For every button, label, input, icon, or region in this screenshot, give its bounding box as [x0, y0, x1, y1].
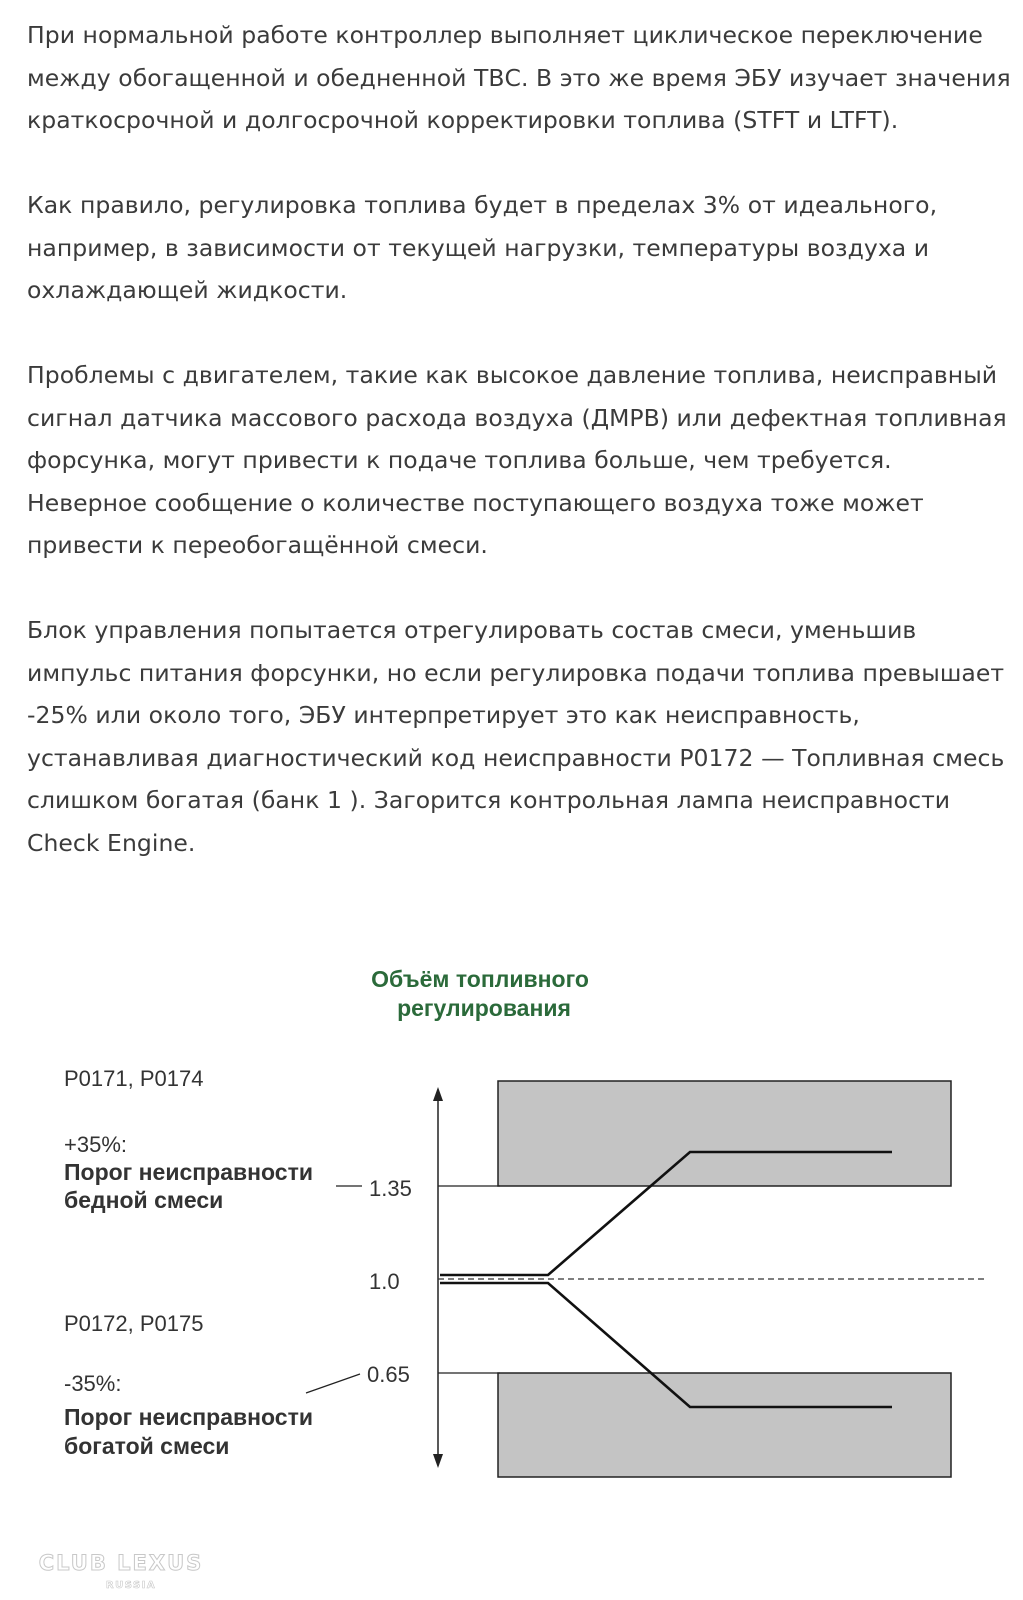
diagram-title-line2: регулирования [397, 995, 571, 1021]
lean-fault-zone [498, 1081, 951, 1186]
diagram-title-line1: Объём топливного [371, 966, 589, 992]
fuel-trim-diagram-svg [0, 950, 1023, 1600]
lean-percent: +35%: [64, 1132, 127, 1157]
article-body [27, 14, 1012, 907]
club-lexus-watermark [26, 1548, 216, 1592]
y-axis-arrow-down-icon [433, 1454, 443, 1468]
rich-label-line1: Порог неисправности [64, 1404, 313, 1430]
paragraph-cycling: При нормальной работе контроллер выполняет циклическое переключение между обогащенной и обедненной ТВС. В это же время ЭБУ изучает значения краткосрочной и долгосрочной корректировки топлива (STFT и LTFT). [27, 21, 1011, 134]
paragraph-fuel-trim-range: Как правило, регулировка топлива будет в пределах 3% от идеального, например, в зависимости от текущей нагрузки, температуры воздуха и охлаждающей жидкости. [27, 191, 938, 304]
nominal-value: 1.0 [369, 1269, 400, 1294]
rich-threshold-value: 0.65 [367, 1362, 410, 1387]
rich-dtc-codes: P0172, P0175 [64, 1311, 204, 1336]
lean-threshold-value: 1.35 [369, 1176, 412, 1201]
rich-percent: -35%: [64, 1371, 122, 1396]
y-axis-arrow-up-icon [433, 1087, 443, 1101]
watermark-line1: CLUB LEXUS [38, 1551, 204, 1575]
paragraph-p0172: Блок управления попытается отрегулировать состав смеси, уменьшив импульс питания форсунки, но если регулировка подачи топлива превышает -25% или около того, ЭБУ интерпретирует это как неисправность, устанавливая диагностический код неисправности P0172 — Топливная смесь слишком богатая (банк 1 ). Загорится контрольная лампа неисправности Check Engine. [27, 616, 1005, 857]
rich-fault-zone [498, 1373, 951, 1477]
lean-label-line2: бедной смеси [64, 1187, 224, 1213]
paragraph-engine-problems: Проблемы с двигателем, такие как высокое давление топлива, неисправный сигнал датчика массового расхода воздуха (ДМРВ) или дефектная топливная форсунка, могут привести к подаче топлива больше, чем требуется. Неверное сообщение о количестве поступающего воздуха тоже может привести к переобогащённой смеси. [27, 361, 1007, 559]
lean-dtc-codes: P0171, P0174 [64, 1066, 204, 1091]
lean-label-line1: Порог неисправности [64, 1159, 313, 1185]
rich-label-line2: богатой смеси [64, 1433, 230, 1459]
fuel-trim-diagram [0, 950, 1023, 1600]
rich-leader-line [306, 1374, 360, 1393]
watermark-line2: RUSSIA [105, 1580, 157, 1591]
